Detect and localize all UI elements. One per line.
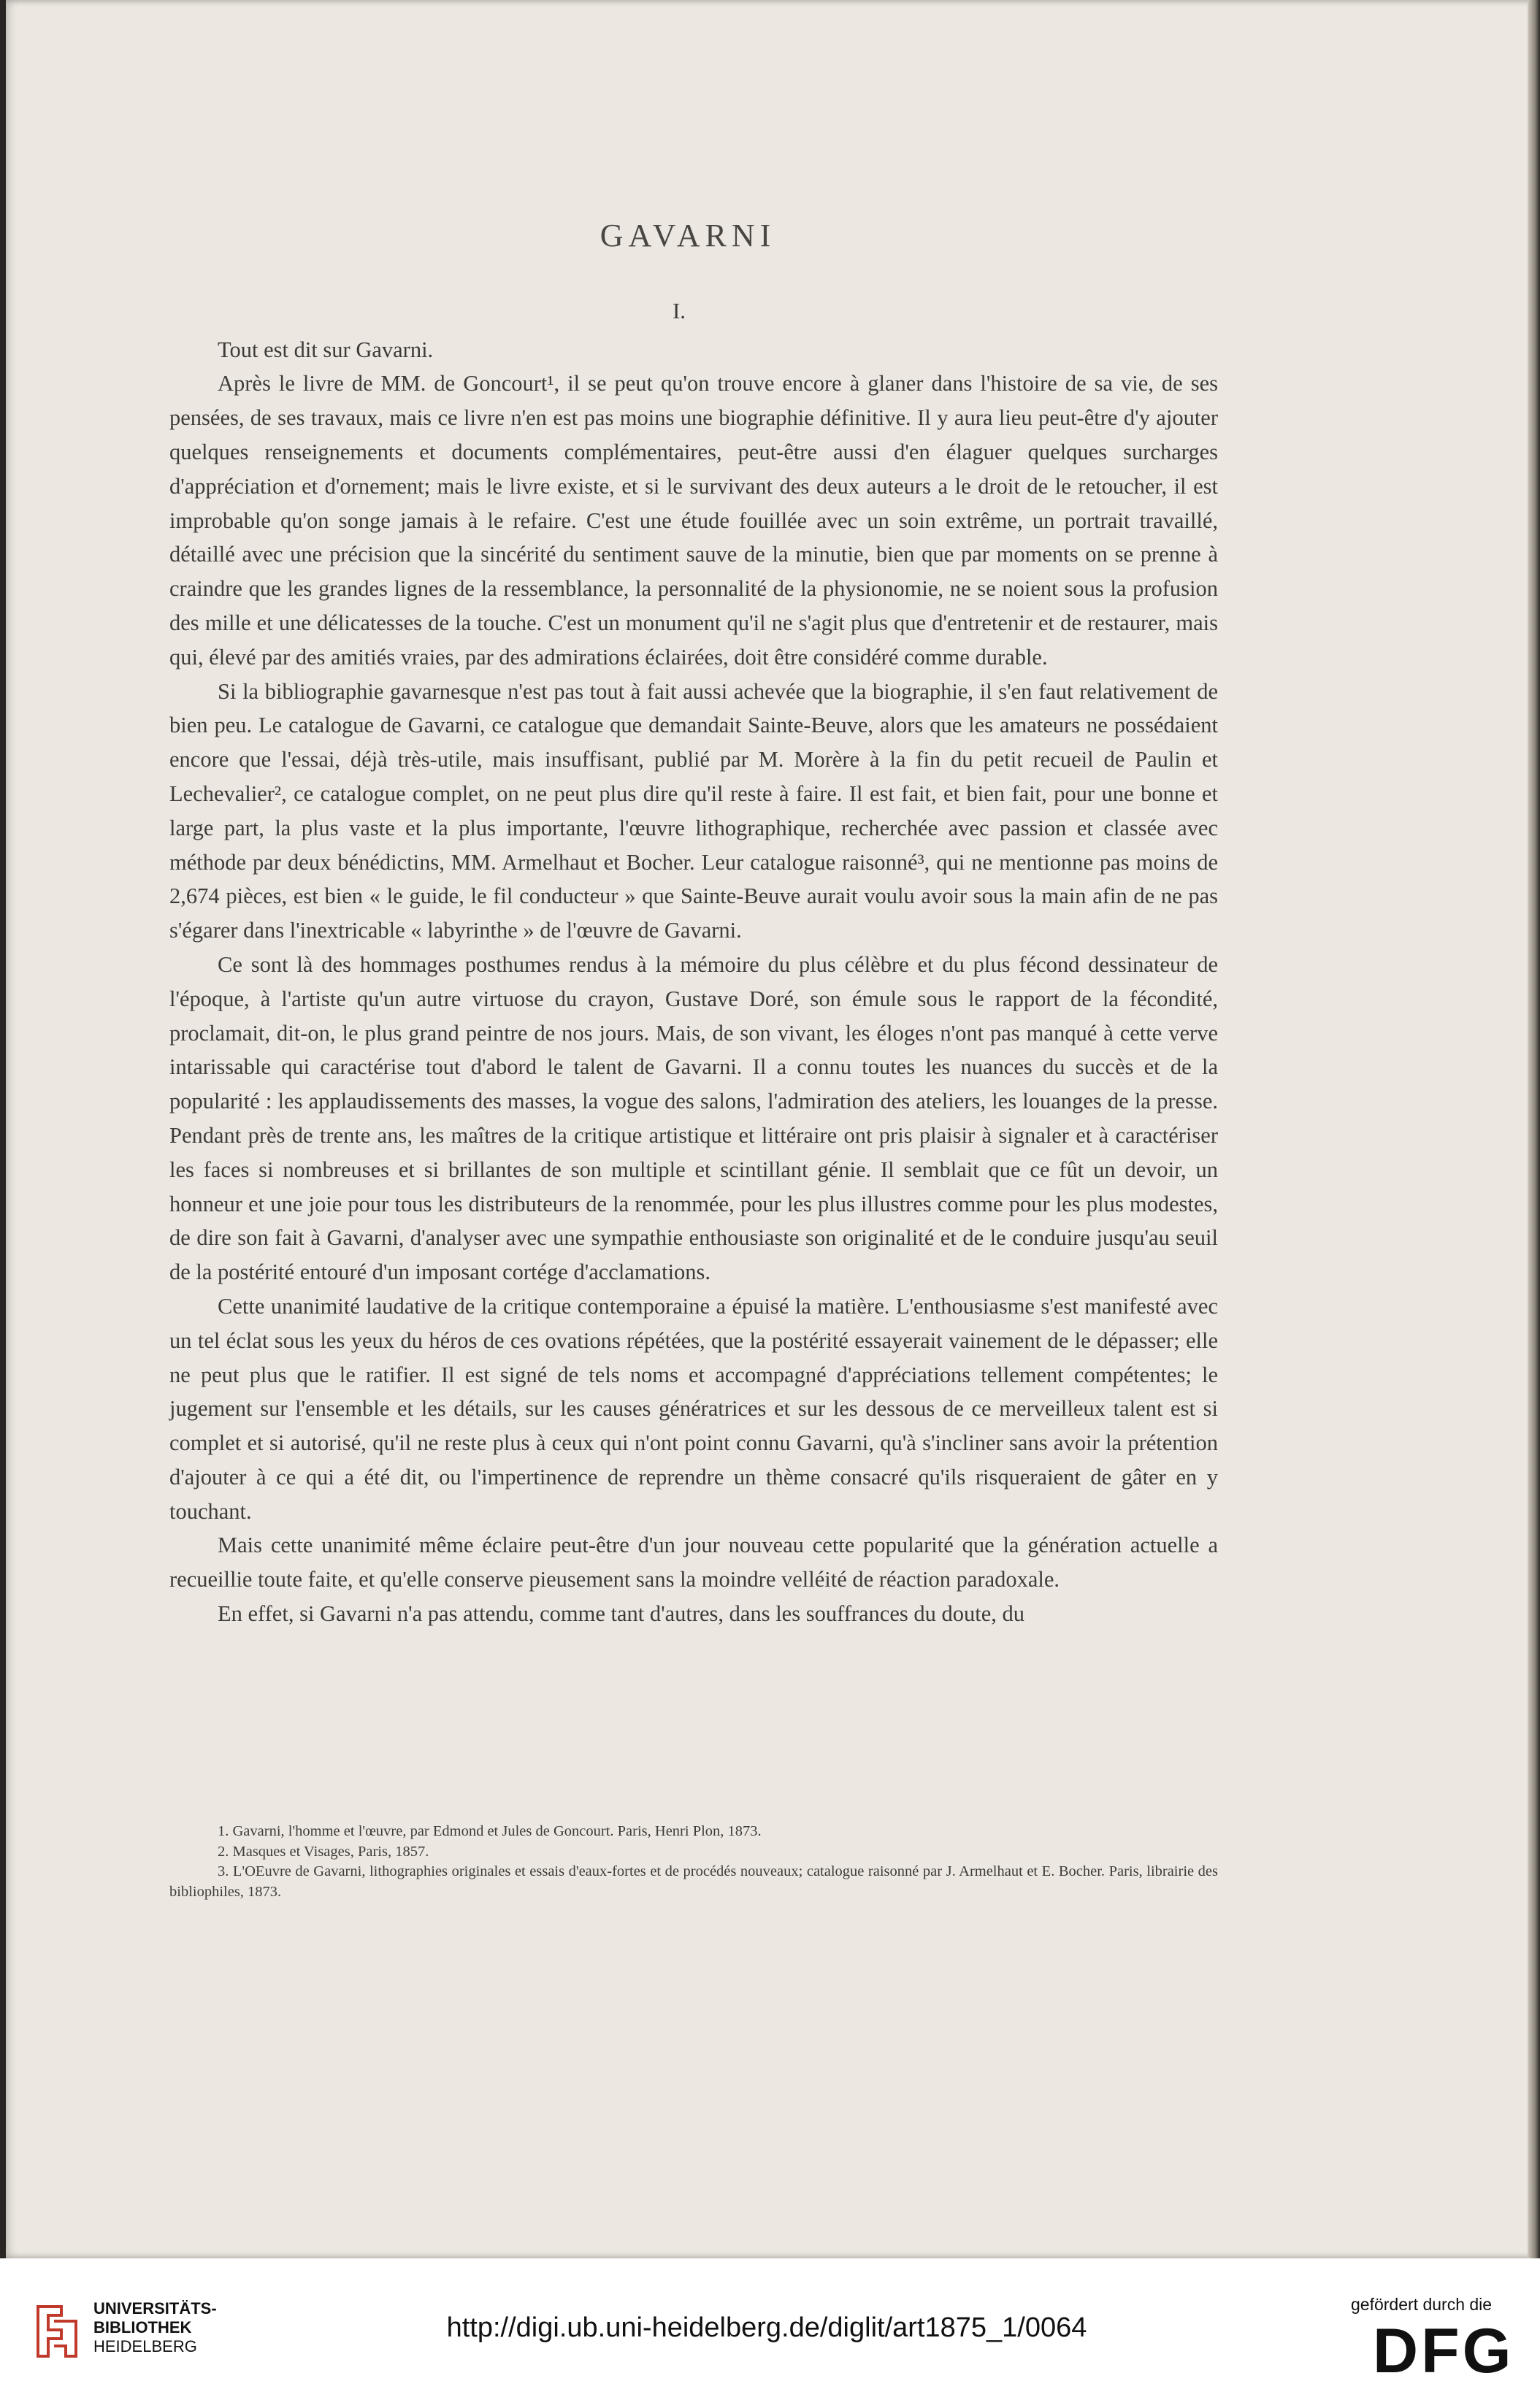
footnote: 1. Gavarni, l'homme et l'œuvre, par Edmond et Jules de Goncourt. Paris, Henri Plon, 1873. — [218, 1823, 762, 1839]
library-name-line: HEIDELBERG — [93, 2337, 197, 2355]
footnote: 2. Masques et Visages, Paris, 1857. — [218, 1843, 429, 1860]
permalink-url[interactable]: http://digi.ub.uni-heidelberg.de/diglit/art1875_1/0064 — [446, 2312, 1087, 2343]
library-logo-icon[interactable] — [32, 2301, 83, 2362]
paragraph: Mais cette unanimité même éclaire peut-être d'un jour nouveau cette popularité que la génération actuelle a recueillie toute faite, et qu'elle conserve pieusement sans la moindre velléité de réaction paradoxale. — [169, 1533, 1218, 1592]
paragraph: Si la bibliographie gavarnesque n'est pas tout à fait aussi achevée que la biographie, il s'en faut relativement de bien peu. Le catalogue de Gavarni, ce catalogue que demandait Sainte-Beuve, alors que les amateurs ne possédaient encore que l'essai, déjà très-utile, mais insuffisant, publié par M. Morère à la fin du petit recueil de Paulin et Lechevalier², ce catalogue complet, on ne peut plus dire qu'il reste à faire. Il est fait, et bien fait, pour une bonne et large part, la plus vaste et la plus importante, l'œuvre lithographique, recherchée avec passion et classée avec méthode par deux bénédictins, MM. Armelhaut et Bocher. Leur catalogue raisonné³, qui ne mentionne pas moins de 2,674 pièces, est bien « le guide, le fil conducteur » que Sainte-Beuve aurait voulu avoir sous la main afin de ne pas s'égarer dans l'inextricable « labyrinthe » de l'œuvre de Gavarni. — [169, 678, 1218, 943]
funding-label: gefördert durch die — [1351, 2295, 1493, 2314]
library-name[interactable] — [93, 2299, 217, 2356]
footnote: 3. L'OEuvre de Gavarni, lithographies originales et essais d'eaux-fortes et de procédés nouveaux; catalogue raisonné par J. Armelhaut et E. Bocher. Paris, librairie des bibliophiles, 1873. — [169, 1863, 1218, 1900]
footnotes — [169, 1822, 1218, 1902]
main-text — [169, 219, 1218, 1631]
paragraph: Tout est dit sur Gavarni. — [218, 337, 434, 362]
library-name-line: BIBLIOTHEK — [93, 2318, 192, 2336]
page-edge-shadow — [1528, 0, 1540, 2258]
dfg-logo[interactable]: DFG — [1373, 2316, 1514, 2386]
paragraph: En effet, si Gavarni n'a pas attendu, comme tant d'autres, dans les souffrances du doute, du — [218, 1601, 1024, 1627]
paragraph: Ce sont là des hommages posthumes rendus à la mémoire du plus célèbre et du plus fécond dessinateur de l'époque, à l'artiste qu'un autre virtuose du crayon, Gustave Doré, son émule sous le rapport de la fécondité, proclamait, dit-on, le plus grand peintre de nos jours. Mais, de son vivant, les éloges n'ont pas manqué à cette verve intarissable qui caractérise tout d'abord le talent de Gavarni. Il a connu toutes les nuances du succès et de la popularité : les applaudissements des masses, la vogue des salons, l'admiration des ateliers, les louanges de la presse. Pendant près de trente ans, les maîtres de la critique artistique et littéraire ont pris plaisir à signaler et à caractériser les faces si nombreuses et si brillantes de son multiple et scintillant génie. Il semblait que ce fût un devoir, un honneur et une joie pour tous les distributeurs de la renommée, pour les plus illustres comme pour les plus modestes, de dire son fait à Gavarni, d'analyser avec une sympathie enthousiaste son originalité et de le conduire jusqu'au seuil de la postérité entouré d'un imposant cortége d'acclamations. — [169, 951, 1218, 1285]
paragraph: Après le livre de MM. de Goncourt¹, il se peut qu'on trouve encore à glaner dans l'histoire de sa vie, de ses pensées, de ses travaux, mais ce livre n'en est pas moins une biographie définitive. Il y aura lieu peut-être d'y ajouter quelques renseignements et documents complémentaires, peut-être aussi d'en élaguer quelques surcharges d'appréciation et d'ornement; mais le livre existe, et si le survivant des deux auteurs a le droit de le retoucher, il est improbable qu'on songe jamais à le refaire. C'est une étude fouillée avec un soin extrême, un portrait travaillé, détaillé avec une précision que la sincérité du sentiment sauve de la minutie, bien que par moments on se prenne à craindre que les grandes lignes de la ressemblance, la personnalité de la physionomie, ne se noient sous la profusion des mille et une délicatesses de la touche. C'est un monument qu'il ne s'agit plus que d'entretenir et de restaurer, mais qui, élevé par des amitiés vraies, par des admirations éclairées, doit être considéré comme durable. — [169, 371, 1218, 670]
page-title: GAVARNI — [599, 218, 776, 253]
viewer-footer — [0, 2258, 1540, 2400]
section-number: I. — [672, 297, 686, 323]
library-name-line: UNIVERSITÄTS- — [93, 2299, 217, 2317]
paragraph: Cette unanimité laudative de la critique contemporaine a épuisé la matière. L'enthousiasme s'est manifesté avec un tel éclat sous les yeux du héros de ces ovations répétées, que la postérité essayerait vainement de le dépasser; elle ne peut plus que le ratifier. Il est signé de tels noms et accompagné d'appréciations tellement compétentes; le jugement sur l'ensemble et les détails, sur les causes génératrices et sur les dessous de ce merveilleux talent est si complet et si autorisé, qu'il ne reste plus à ceux qui n'ont point connu Gavarni, qu'à s'incliner sans avoir la prétention d'ajouter à ce qui a été dit, ou l'impertinence de reprendre un thème consacré qu'ils risqueraient de gâter en y touchant. — [169, 1293, 1218, 1524]
